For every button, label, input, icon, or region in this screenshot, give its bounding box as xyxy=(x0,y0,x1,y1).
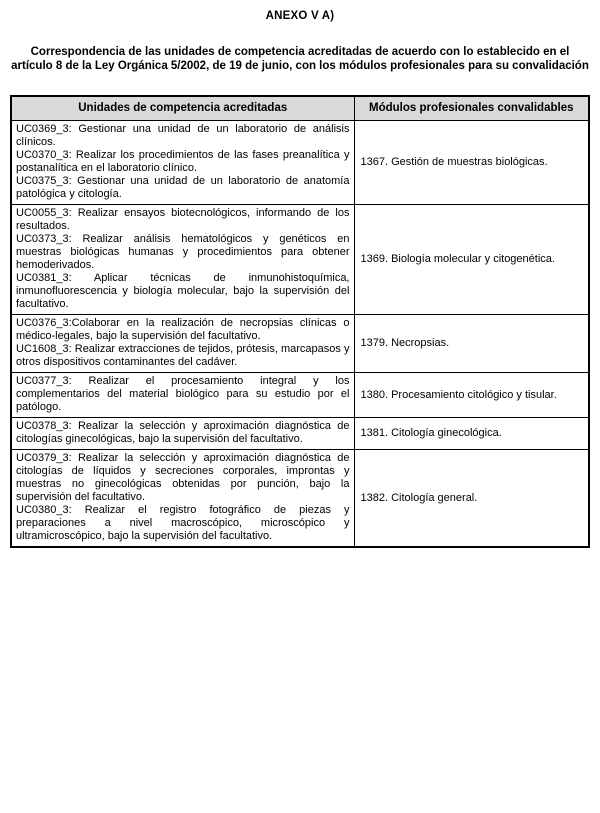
correspondence-table xyxy=(10,95,590,548)
table-body xyxy=(11,121,589,548)
uc-cell xyxy=(11,418,354,450)
table-row xyxy=(11,205,589,315)
table-row xyxy=(11,450,589,548)
uc-cell xyxy=(11,205,354,315)
uc-item: UC0369_3: Gestionar una unidad de un laboratorio de análisis clínicos. xyxy=(16,123,350,148)
modulo-cell: 1380. Procesamiento citológico y tisular. xyxy=(354,373,589,418)
modulo-cell: 1369. Biología molecular y citogenética. xyxy=(354,205,589,315)
modulo-cell: 1381. Citología ginecológica. xyxy=(354,418,589,450)
uc-item: UC0055_3: Realizar ensayos biotecnológicos, informando de los resultados. xyxy=(16,207,350,232)
table-row xyxy=(11,373,589,418)
document-heading: Correspondencia de las unidades de competencia acreditadas de acuerdo con lo establecido en el artículo 8 de la Ley Orgánica 5/2002, de 19 de junio, con los módulos profesionales para su convalidación xyxy=(11,46,589,72)
uc-item: UC0377_3: Realizar el procesamiento integral y los complementarios del material biológico para su estudio por el patólogo. xyxy=(16,375,350,413)
uc-item: UC0379_3: Realizar la selección y aproximación diagnóstica de citologías de líquidos y secreciones corporales, improntas y muestras no ginecológicas obtenidas por punción, bajo la supervisión del facultativo. xyxy=(16,452,350,503)
uc-item: UC0370_3: Realizar los procedimientos de las fases preanalítica y postanalítica en el laboratorio clínico. xyxy=(16,149,350,174)
uc-item: UC0378_3: Realizar la selección y aproximación diagnóstica de citologías ginecológicas, bajo la supervisión del facultativo. xyxy=(16,420,350,445)
uc-item: UC1608_3: Realizar extracciones de tejidos, prótesis, marcapasos y otros dispositivos contaminantes del cadáver. xyxy=(16,343,350,368)
uc-cell xyxy=(11,121,354,205)
table-row xyxy=(11,121,589,205)
uc-cell xyxy=(11,450,354,548)
page-title: ANEXO V A) xyxy=(265,10,335,22)
table-row xyxy=(11,315,589,373)
column-header-modulos: Módulos profesionales convalidables xyxy=(354,96,589,121)
modulo-cell: 1367. Gestión de muestras biológicas. xyxy=(354,121,589,205)
uc-item: UC0380_3: Realizar el registro fotográfico de piezas y preparaciones a nivel macroscópico, microscópico y ultramicroscópico, bajo la supervisión del facultativo. xyxy=(16,504,350,542)
table-row xyxy=(11,418,589,450)
modulo-cell: 1382. Citología general. xyxy=(354,450,589,548)
column-header-unidades: Unidades de competencia acreditadas xyxy=(11,96,354,121)
uc-item: UC0375_3: Gestionar una unidad de un laboratorio de anatomía patológica y citología. xyxy=(16,175,350,200)
uc-cell xyxy=(11,315,354,373)
modulo-cell: 1379. Necropsias. xyxy=(354,315,589,373)
table-header-row xyxy=(11,96,589,121)
uc-item: UC0373_3: Realizar análisis hematológicos y genéticos en muestras biológicas humanas y procedimientos para obtener hemoderivados. xyxy=(16,233,350,271)
uc-item: UC0381_3: Aplicar técnicas de inmunohistoquímica, inmunofluorescencia y biología molecular, bajo la supervisión del facultativo. xyxy=(16,272,350,310)
uc-item: UC0376_3:Colaborar en la realización de necropsias clínicas o médico-legales, bajo la supervisión del facultativo. xyxy=(16,317,350,342)
uc-cell xyxy=(11,373,354,418)
